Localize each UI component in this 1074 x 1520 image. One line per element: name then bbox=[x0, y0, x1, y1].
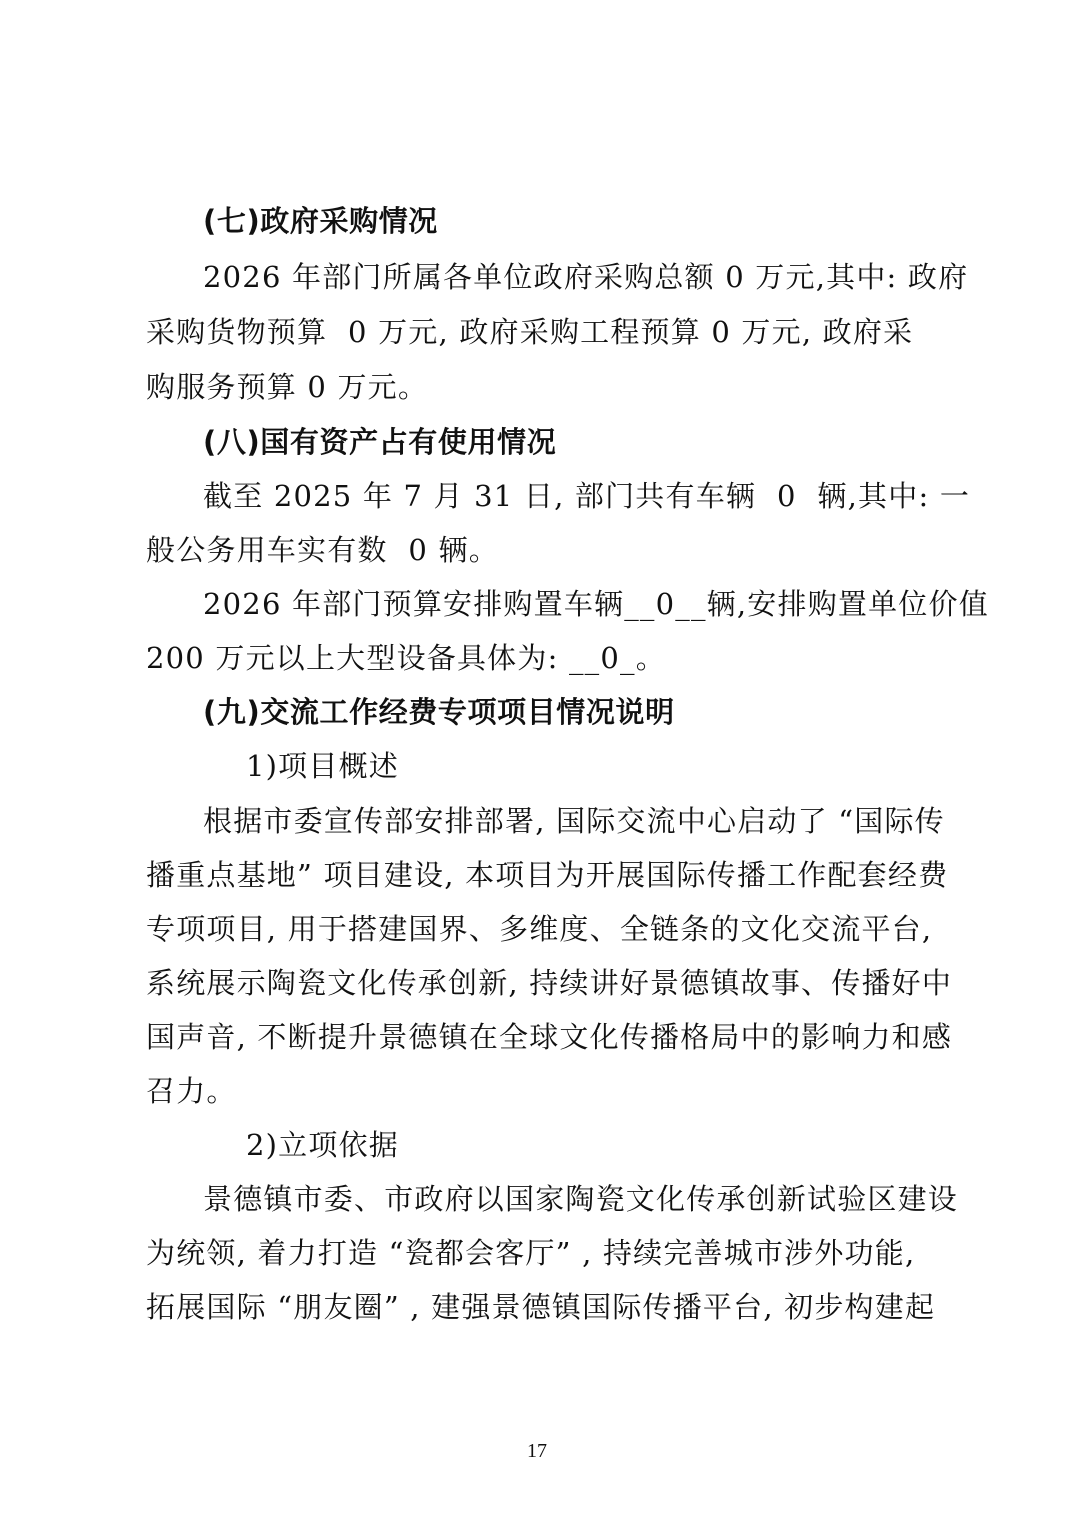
paragraph-line: 播重点基地” 项目建设, 本项目为开展国际传播工作配套经费 bbox=[146, 858, 949, 892]
subsection-title-overview: 1)项目概述 bbox=[246, 749, 399, 783]
paragraph-line: 专项项目, 用于搭建国界、多维度、全链条的文化交流平台, bbox=[146, 912, 933, 946]
paragraph-line: 采购货物预算 0 万元, 政府采购工程预算 0 万元, 政府采 bbox=[146, 315, 914, 349]
paragraph-line: 截至 2025 年 7 月 31 日, 部门共有车辆 0 辆,其中: 一 bbox=[203, 479, 971, 513]
paragraph-line: 国声音, 不断提升景德镇在全球文化传播格局中的影响力和感 bbox=[146, 1020, 953, 1054]
paragraph-line: 系统展示陶瓷文化传承创新, 持续讲好景德镇故事、传播好中 bbox=[146, 966, 953, 1000]
paragraph-line: 2026 年部门预算安排购置车辆__0__辆,安排购置单位价值 bbox=[203, 587, 989, 621]
paragraph-line: 拓展国际 “朋友圈” , 建强景德镇国际传播平台, 初步构建起 bbox=[146, 1290, 936, 1324]
paragraph-line: 2026 年部门所属各单位政府采购总额 0 万元,其中: 政府 bbox=[203, 260, 969, 294]
paragraph-line: 根据市委宣传部安排部署, 国际交流中心启动了 “国际传 bbox=[203, 804, 945, 838]
subsection-title-basis: 2)立项依据 bbox=[246, 1128, 399, 1162]
section-heading-procurement: (七)政府采购情况 bbox=[203, 204, 438, 238]
page-number: 17 bbox=[527, 1440, 547, 1462]
section-heading-exchange-project: (九)交流工作经费专项项目情况说明 bbox=[203, 695, 675, 729]
paragraph-line: 般公务用车实有数 0 辆。 bbox=[146, 533, 499, 567]
paragraph-line: 为统领, 着力打造 “瓷都会客厅” , 持续完善城市涉外功能, bbox=[146, 1236, 916, 1270]
paragraph-line: 购服务预算 0 万元。 bbox=[146, 370, 429, 404]
paragraph-line: 200 万元以上大型设备具体为: __0_。 bbox=[146, 641, 666, 675]
paragraph-line: 景德镇市委、市政府以国家陶瓷文化传承创新试验区建设 bbox=[203, 1182, 959, 1216]
paragraph-line: 召力。 bbox=[146, 1074, 237, 1108]
section-heading-state-assets: (八)国有资产占有使用情况 bbox=[203, 425, 557, 459]
